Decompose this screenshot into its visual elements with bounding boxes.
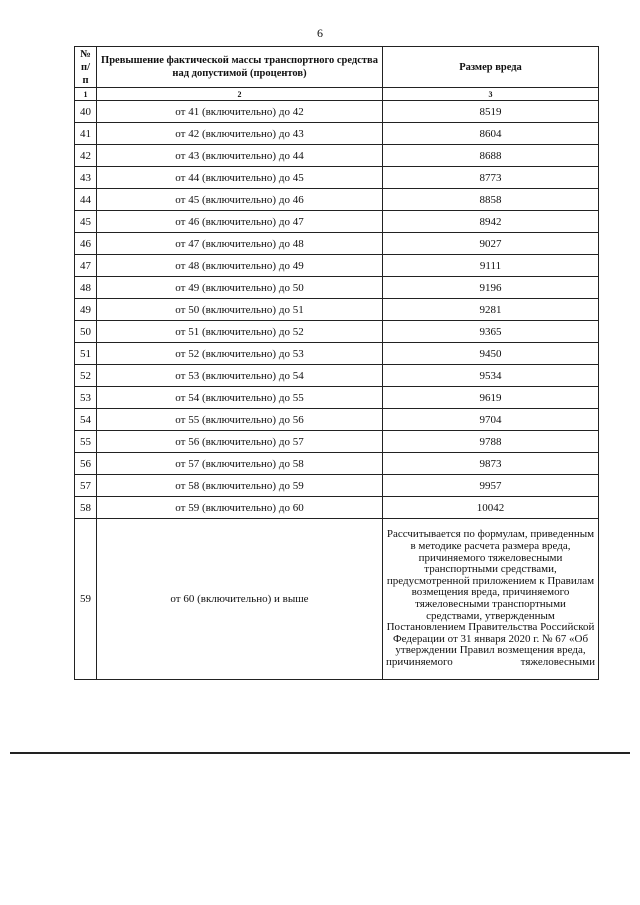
- row-value-description: Рассчитывается по формулам, приведенным в методике расчета размера вреда, причиняемого тяжеловесными транспортными средствами, предусмотренной приложением к Правилам возмещения вреда, причиняемого тяжеловесными транспортными средствами, утвержденным Постановлением Правительства Российской Федерации от 31 января 2020 г. № 67 «Об утверждении Правил возмещения вреда, причиняемого тяжеловесными: [383, 519, 599, 680]
- table-row: [75, 475, 599, 497]
- row-range: от 47 (включительно) до 48: [97, 233, 383, 255]
- row-range: от 48 (включительно) до 49: [97, 255, 383, 277]
- table-row: [75, 299, 599, 321]
- row-value: 9281: [383, 299, 599, 321]
- row-range: от 60 (включительно) и выше: [97, 519, 383, 680]
- row-value: 9619: [383, 387, 599, 409]
- row-number: 41: [75, 123, 97, 145]
- row-number: 42: [75, 145, 97, 167]
- table-row: [75, 211, 599, 233]
- row-range: от 57 (включительно) до 58: [97, 453, 383, 475]
- row-range: от 58 (включительно) до 59: [97, 475, 383, 497]
- row-range: от 52 (включительно) до 53: [97, 343, 383, 365]
- table-row: [75, 233, 599, 255]
- row-range: от 56 (включительно) до 57: [97, 431, 383, 453]
- row-value: 8773: [383, 167, 599, 189]
- table-row: [75, 431, 599, 453]
- row-range: от 50 (включительно) до 51: [97, 299, 383, 321]
- row-number: 59: [75, 519, 97, 680]
- row-range: от 41 (включительно) до 42: [97, 101, 383, 123]
- page-number: 6: [317, 26, 323, 40]
- table-header-row: [75, 47, 599, 88]
- row-number: 47: [75, 255, 97, 277]
- table-row: [75, 409, 599, 431]
- row-range: от 59 (включительно) до 60: [97, 497, 383, 519]
- table-row: [75, 123, 599, 145]
- row-value: 9704: [383, 409, 599, 431]
- table-row: [75, 101, 599, 123]
- row-range: от 43 (включительно) до 44: [97, 145, 383, 167]
- row-value: 9788: [383, 431, 599, 453]
- column-number-3: 3: [383, 88, 599, 101]
- row-number: 56: [75, 453, 97, 475]
- row-value: 9534: [383, 365, 599, 387]
- header-harm-size: Размер вреда: [383, 47, 599, 88]
- row-range: от 51 (включительно) до 52: [97, 321, 383, 343]
- row-number: 44: [75, 189, 97, 211]
- row-range: от 55 (включительно) до 56: [97, 409, 383, 431]
- row-value: 9365: [383, 321, 599, 343]
- row-value: 8858: [383, 189, 599, 211]
- row-number: 50: [75, 321, 97, 343]
- column-number-2: 2: [97, 88, 383, 101]
- row-number: 57: [75, 475, 97, 497]
- bottom-rule: [10, 752, 630, 754]
- row-number: 45: [75, 211, 97, 233]
- row-number: 52: [75, 365, 97, 387]
- harm-table: [74, 46, 599, 680]
- row-number: 51: [75, 343, 97, 365]
- row-value: 9957: [383, 475, 599, 497]
- row-value: 8519: [383, 101, 599, 123]
- row-value: 9027: [383, 233, 599, 255]
- table-row-last: [75, 519, 599, 680]
- row-number: 49: [75, 299, 97, 321]
- table-row: [75, 343, 599, 365]
- table-row: [75, 497, 599, 519]
- table-row: [75, 321, 599, 343]
- row-value: 9111: [383, 255, 599, 277]
- column-number-1: 1: [75, 88, 97, 101]
- row-range: от 42 (включительно) до 43: [97, 123, 383, 145]
- row-value: 10042: [383, 497, 599, 519]
- row-value: 9450: [383, 343, 599, 365]
- row-range: от 54 (включительно) до 55: [97, 387, 383, 409]
- header-excess: Превышение фактической массы транспортного средства над допустимой (процентов): [97, 47, 383, 88]
- row-number: 40: [75, 101, 97, 123]
- column-numbers-row: [75, 88, 599, 101]
- row-number: 54: [75, 409, 97, 431]
- table-row: [75, 453, 599, 475]
- row-value: 9873: [383, 453, 599, 475]
- table-row: [75, 277, 599, 299]
- table-row: [75, 365, 599, 387]
- row-value: 9196: [383, 277, 599, 299]
- row-range: от 49 (включительно) до 50: [97, 277, 383, 299]
- row-number: 53: [75, 387, 97, 409]
- row-range: от 45 (включительно) до 46: [97, 189, 383, 211]
- table-row: [75, 387, 599, 409]
- row-range: от 44 (включительно) до 45: [97, 167, 383, 189]
- table-row: [75, 167, 599, 189]
- header-number: № п/п: [75, 47, 97, 88]
- row-value: 8604: [383, 123, 599, 145]
- row-number: 43: [75, 167, 97, 189]
- row-value: 8942: [383, 211, 599, 233]
- row-range: от 53 (включительно) до 54: [97, 365, 383, 387]
- row-value: 8688: [383, 145, 599, 167]
- row-number: 55: [75, 431, 97, 453]
- row-number: 48: [75, 277, 97, 299]
- row-number: 46: [75, 233, 97, 255]
- table-row: [75, 145, 599, 167]
- table-row: [75, 255, 599, 277]
- row-range: от 46 (включительно) до 47: [97, 211, 383, 233]
- table-row: [75, 189, 599, 211]
- row-number: 58: [75, 497, 97, 519]
